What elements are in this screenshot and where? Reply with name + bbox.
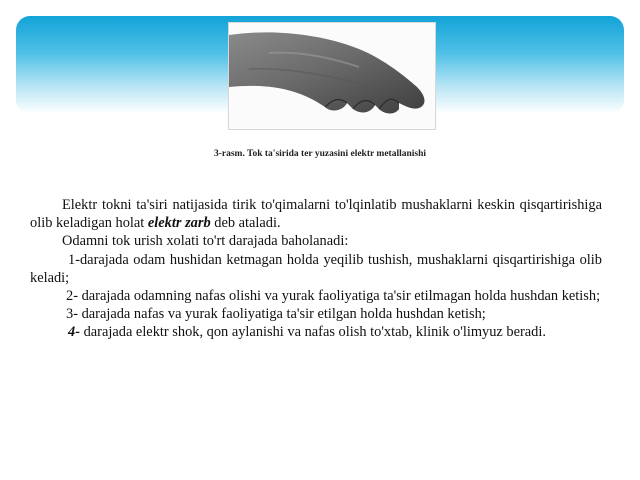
- level-3-item: 3- darajada nafas va yurak faoliyatiga ta'sir etilgan holda hushdan ketish;: [66, 306, 486, 323]
- body-text: [30, 196, 602, 342]
- level-2-item: 2- darajada odamning nafas olishi va yurak faoliyatiga ta'sir etilmagan holda hushdan ketish;: [66, 288, 601, 305]
- level-4-item: [30, 323, 602, 341]
- levels-intro: Odamni tok urish xolati to'rt darajada baholanadi:: [62, 233, 349, 250]
- figure-image: [228, 22, 436, 130]
- level-4-number: 4-: [68, 324, 80, 341]
- definition-paragraph: [30, 196, 602, 232]
- level-1-item: 1-darajada odam hushidan ketmagan holda yeqilib tushish, mushaklarni qisqartirishiga olib keladi;: [30, 251, 602, 286]
- definition-text-start: Elektr tokni ta'siri natijasida tirik to'qimalarni to'lqinlatib mushaklarni keskin qisqartirishiga olib keladigan holat: [30, 197, 602, 232]
- definition-text-end: deb ataladi.: [210, 215, 281, 232]
- term-electric-shock: elektr zarb: [147, 215, 211, 232]
- level-4-text: darajada elektr shok, qon aylanishi va nafas olish to'xtab, klinik o'limyuz beradi.: [80, 324, 546, 341]
- hand-icon: [229, 23, 435, 129]
- figure-caption: 3-rasm. Tok ta'sirida ter yuzasini elektr metallanishi: [213, 149, 427, 159]
